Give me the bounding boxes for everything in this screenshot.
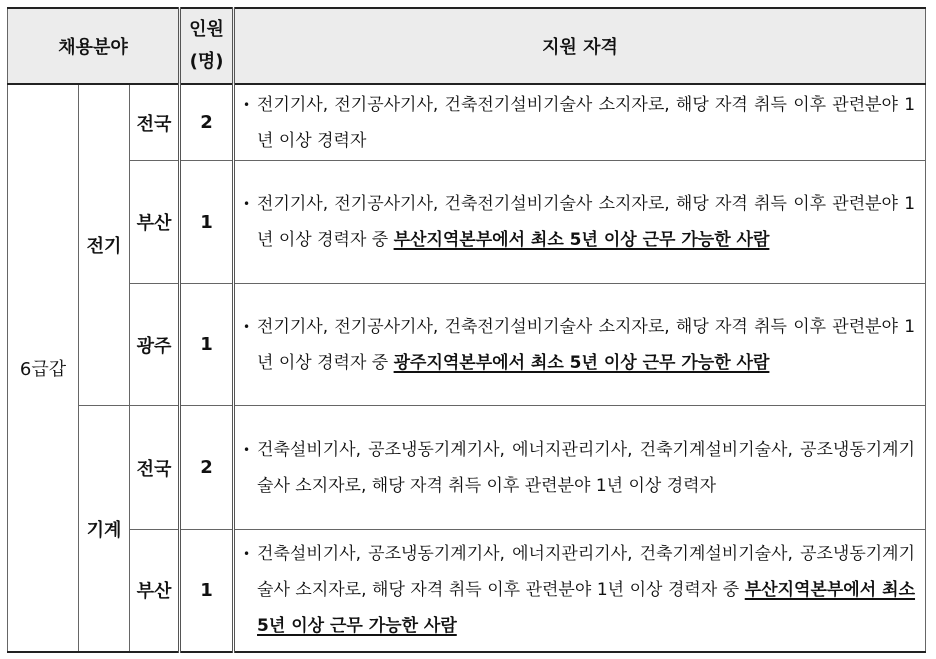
table-row: [8, 406, 926, 530]
qualification-text: 건축설비기사, 공조냉동기계기사, 에너지관리기사, 건축기계설비기술사, 공조냉동기계기술사 소지자로, 해당 자격 취득 이후 관련분야 1년 이상 경력자: [257, 439, 916, 496]
header-row: [8, 8, 926, 84]
qualification-text: 전기기사, 전기공사기사, 건축전기설비기술사 소지자로, 해당 자격 취득 이후 관련분야 1년 이상 경력자 중: [257, 194, 916, 251]
count-cell: 2: [180, 406, 234, 530]
count-cell: 1: [180, 283, 234, 406]
bullet-icon: •: [243, 319, 251, 334]
qualification-text: 전기기사, 전기공사기사, 건축전기설비기술사 소지자로, 해당 자격 취득 이후 관련분야 1년 이상 경력자 중: [257, 316, 916, 373]
header-field: 채용분야: [8, 8, 180, 84]
header-count: [180, 8, 234, 84]
qualification-highlight: 부산지역본부에서 최소 5년 이상 근무 가능한 사람: [393, 230, 770, 251]
bullet-icon: •: [243, 547, 251, 562]
grade-cell: 6급갑: [8, 84, 79, 652]
qualification-cell: [234, 529, 926, 652]
qualification-cell: [234, 84, 926, 161]
region-cell: 부산: [130, 161, 180, 284]
field-mechanical: 기계: [79, 406, 130, 652]
region-cell: 전국: [130, 406, 180, 530]
qualification-cell: [234, 161, 926, 284]
qualification-cell: [234, 406, 926, 530]
header-count-line2: (명): [189, 50, 224, 72]
field-electric: 전기: [79, 84, 130, 406]
bullet-icon: •: [243, 197, 251, 212]
region-cell: 전국: [130, 84, 180, 161]
bullet-icon: •: [243, 442, 251, 457]
count-cell: 1: [180, 161, 234, 284]
count-cell: 2: [180, 84, 234, 161]
qualification-cell: [234, 283, 926, 406]
region-cell: 부산: [130, 529, 180, 652]
table-row: [8, 283, 926, 406]
qualification-highlight: 광주지역본부에서 최소 5년 이상 근무 가능한 사람: [393, 352, 770, 373]
recruitment-table: [7, 7, 926, 653]
header-qualification: 지원 자격: [234, 8, 926, 84]
count-cell: 1: [180, 529, 234, 652]
bullet-icon: •: [243, 97, 251, 112]
qualification-text: 전기기사, 전기공사기사, 건축전기설비기술사 소지자로, 해당 자격 취득 이후 관련분야 1년 이상 경력자: [257, 94, 916, 151]
region-cell: 광주: [130, 283, 180, 406]
qualification-highlight: 부산지역본부에서 최소 5년 이상 근무 가능한 사람: [257, 580, 916, 637]
table-row: [8, 84, 926, 161]
header-count-line1: 인원: [189, 18, 224, 40]
table-row: [8, 529, 926, 652]
qualification-text: 건축설비기사, 공조냉동기계기사, 에너지관리기사, 건축기계설비기술사, 공조냉동기계기술사 소지자로, 해당 자격 취득 이후 관련분야 1년 이상 경력자 중: [257, 544, 916, 601]
table-row: [8, 161, 926, 284]
